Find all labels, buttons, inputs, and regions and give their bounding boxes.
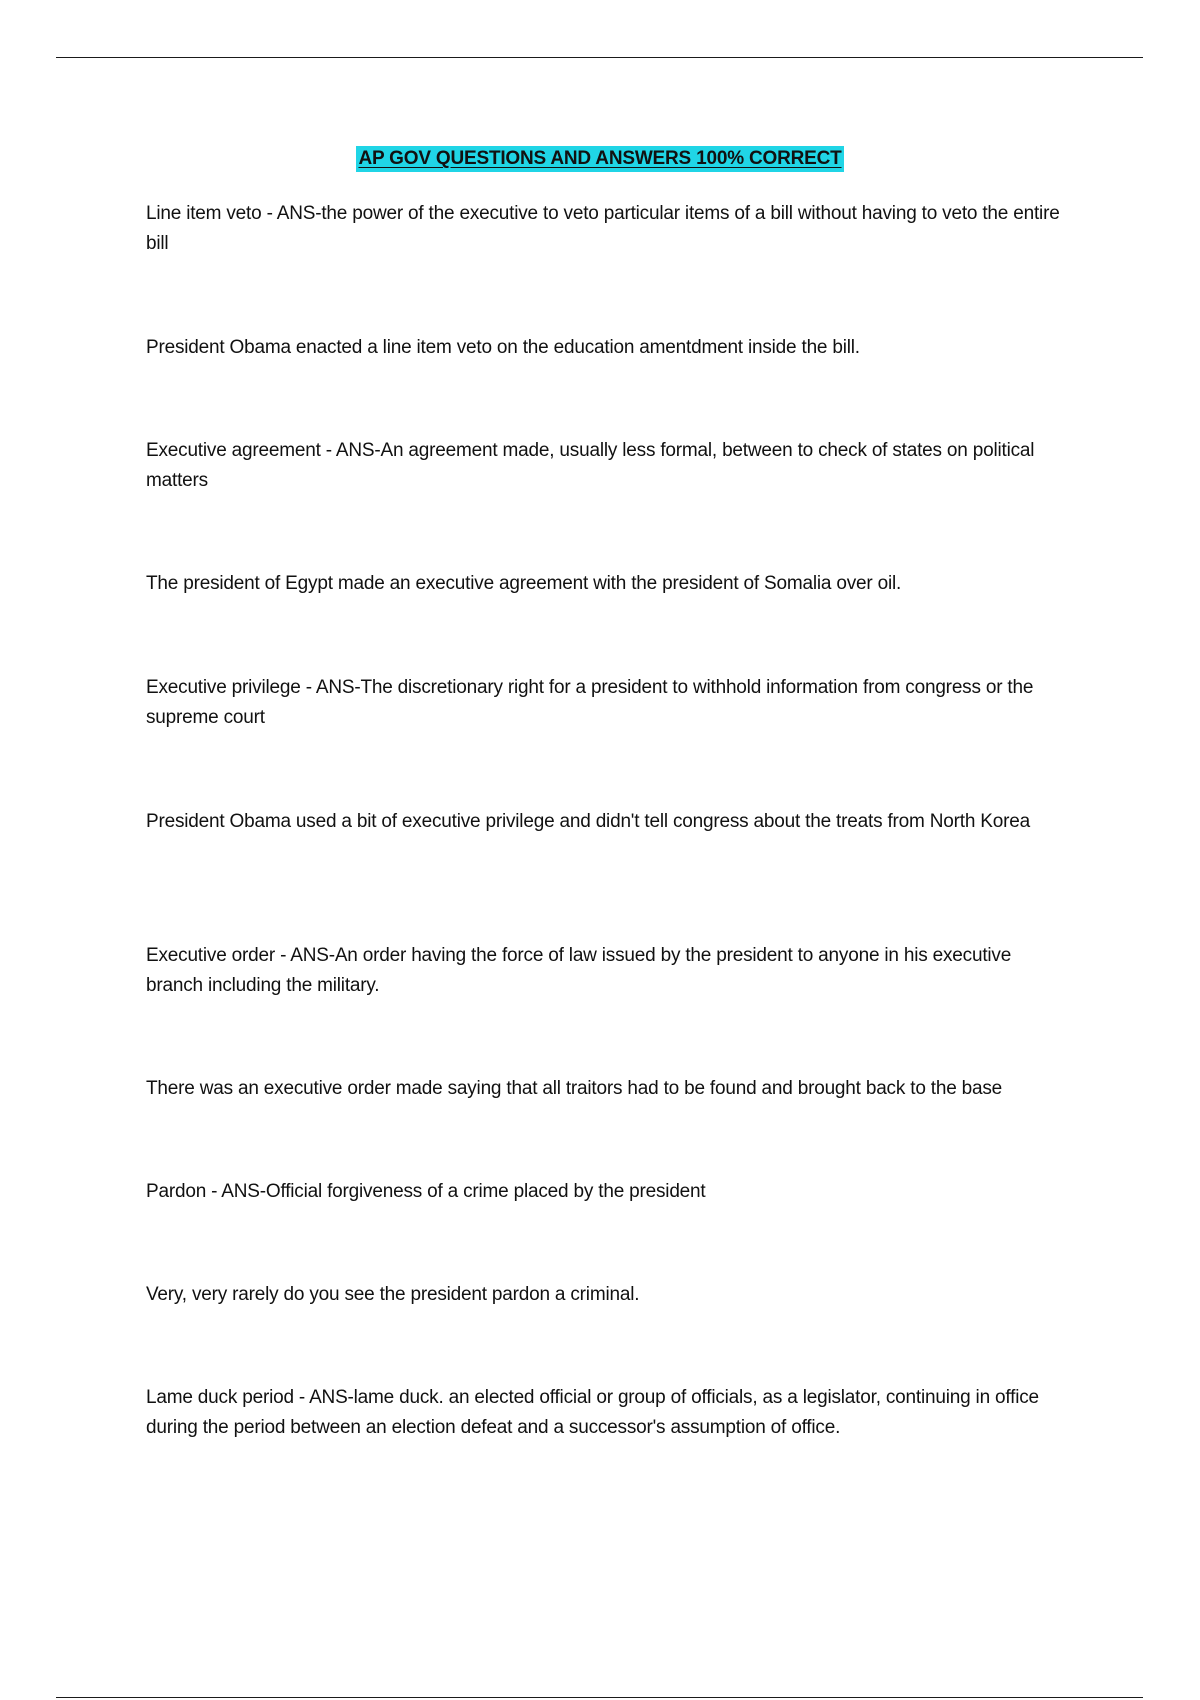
document-title: AP GOV QUESTIONS AND ANSWERS 100% CORRECT <box>356 146 843 172</box>
header-rule <box>56 57 1143 58</box>
paragraph-line-item-veto: Line item veto - ANS-the power of the executive to veto particular items of a bill without having to veto the entire bill <box>146 203 1060 254</box>
paragraph-lame-duck-period: Lame duck period - ANS-lame duck. an elected official or group of officials, as a legislator, continuing in office during the period between an election defeat and a successor's assumption of office. <box>146 1387 1039 1438</box>
paragraph-pardon: Pardon - ANS-Official forgiveness of a crime placed by the president <box>146 1181 706 1202</box>
paragraph-line-item-veto-example: President Obama enacted a line item veto on the education amentdment inside the bill. <box>146 337 860 358</box>
paragraph-pardon-example: Very, very rarely do you see the president pardon a criminal. <box>146 1284 640 1305</box>
paragraph-executive-agreement: Executive agreement - ANS-An agreement made, usually less formal, between to check of states on political matters <box>146 440 1035 491</box>
title-block <box>0 146 1200 172</box>
paragraph-executive-privilege: Executive privilege - ANS-The discretionary right for a president to withhold information from congress or the supreme court <box>146 677 1034 728</box>
footer-rule <box>56 1697 1143 1698</box>
paragraph-executive-agreement-example: The president of Egypt made an executive agreement with the president of Somalia over oil. <box>146 573 902 594</box>
paragraph-executive-order: Executive order - ANS-An order having the force of law issued by the president to anyone in his executive branch including the military. <box>146 945 1012 996</box>
paragraph-executive-privilege-example: President Obama used a bit of executive privilege and didn't tell congress about the treats from North Korea <box>146 811 1030 832</box>
paragraph-executive-order-example: There was an executive order made saying that all traitors had to be found and brought back to the base <box>146 1078 1003 1099</box>
